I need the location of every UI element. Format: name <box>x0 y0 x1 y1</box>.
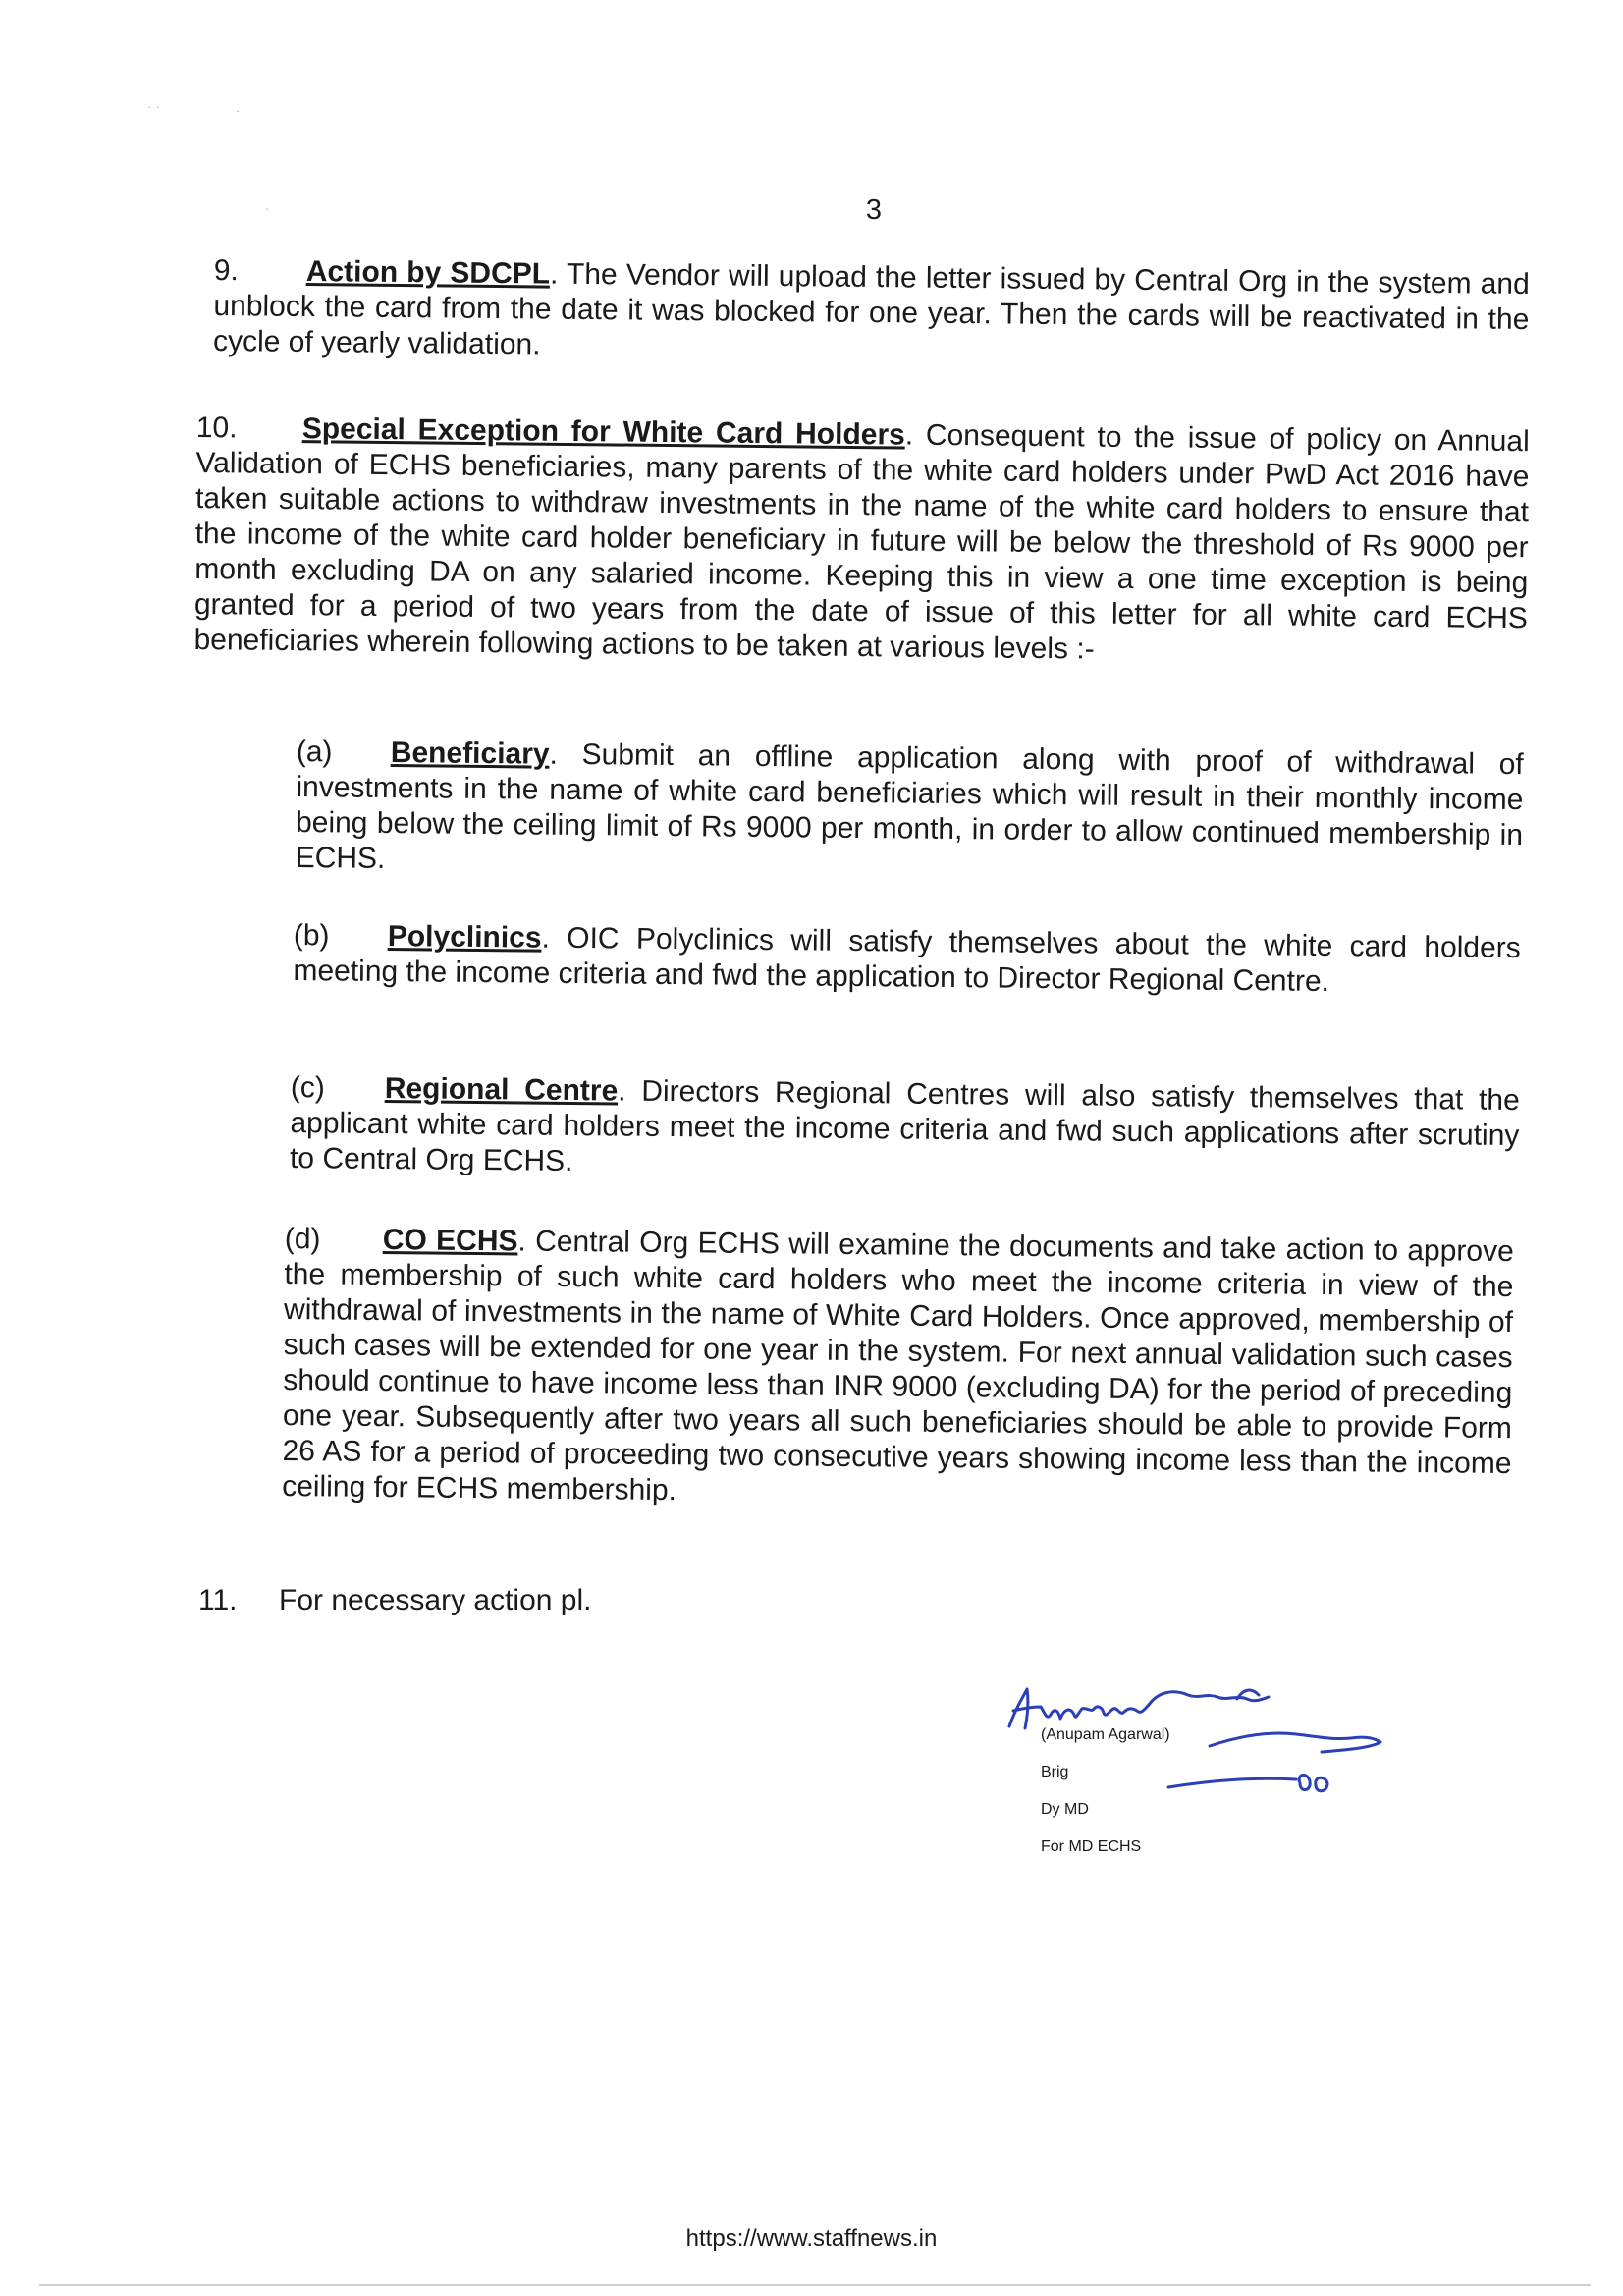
bottom-divider <box>39 2284 1591 2286</box>
paragraph-text: . OIC Polyclinics will satisfy themselves about the white card holders meeting the income criteria and fwd the application to Director Regional Centre. <box>293 921 1521 999</box>
paragraph-9 <box>213 253 1530 373</box>
subparagraph-c <box>290 1070 1520 1189</box>
paragraph-heading: Special Exception for White Card Holders <box>301 412 905 452</box>
paragraph-text: . The Vendor will upload the letter issued by Central Org in the system and unblock the card from the date it was blocked for one year. Then the cards will be reactivated in the cycle of yearly validation. <box>212 257 1530 361</box>
signature-block <box>1041 1726 1170 1876</box>
paragraph-10 <box>193 410 1530 672</box>
paragraph-heading: Action by SDCPL <box>305 254 551 291</box>
signatory-designation: Dy MD <box>1041 1801 1089 1818</box>
scan-speck: · <box>236 102 241 118</box>
paragraph-heading: Polyclinics <box>387 920 542 955</box>
paragraph-heading: CO ECHS <box>382 1224 518 1258</box>
paragraph-number: (a) <box>296 735 333 769</box>
paragraph-number: 10. <box>195 410 238 445</box>
paragraph-11 <box>198 1583 1180 1618</box>
paragraph-heading: Regional Centre <box>384 1072 619 1108</box>
paragraph-text: . Central Org ECHS will examine the documents and take action to approve the membership of such white card holders who meet the income criteria in view of the withdrawal of investments in the name of White Card Holders. Once approved, membership of such cases will be extended for one year in the system. For next annual validation such cases should continue to have income less than INR 9000 (excluding DA) for the period of preceding one year. Subsequently after two years all such beneficiaries should be able to provide Form 26 AS for a period of proceeding two consecutive years showing income less than the income ceiling for ECHS membership. <box>282 1225 1514 1507</box>
paragraph-number: (b) <box>293 918 330 953</box>
signatory-rank: Brig <box>1041 1764 1069 1780</box>
page-number: 3 <box>865 194 883 226</box>
paragraph-heading: Beneficiary <box>390 737 550 771</box>
paragraph-text: . Submit an offline application along with proof of withdrawal of investments in the name of white card beneficiaries which will result in their monthly income being below the ceiling limit of Rs 9000 per month, in order to allow continued membership in ECHS. <box>295 738 1524 875</box>
subparagraph-d <box>282 1222 1514 1517</box>
paragraph-text: . Directors Regional Centres will also satisfy themselves that the applicant white card holders meet the income criteria and fwd such applications after scrutiny to Central Org ECHS. <box>289 1074 1520 1178</box>
subparagraph-b <box>293 918 1521 1002</box>
signatory-on-behalf: For MD ECHS <box>1041 1838 1142 1855</box>
paragraph-number: 11. <box>198 1584 238 1616</box>
paragraph-number: (c) <box>290 1071 325 1105</box>
paragraph-text: For necessary action pl. <box>279 1584 592 1616</box>
subparagraph-a <box>295 735 1523 889</box>
signatory-name: (Anupam Agarwal) <box>1041 1726 1170 1743</box>
scan-speck: · <box>265 200 270 216</box>
paragraph-text: . Consequent to the issue of policy on Annual Validation of ECHS beneficiaries, many parents of the white card holders under PwD Act 2016 have taken suitable actions to withdraw investments in the name of the white card holders to ensure that the income of the white card holder beneficiary in future will be below the threshold of Rs 9000 per month excluding DA on any salaried income. Keeping this in view a one time exception is being granted for a period of two years from the date of issue of this letter for all white card ECHS beneficiaries wherein following actions to be taken at various levels :- <box>193 418 1530 666</box>
paragraph-number: (d) <box>284 1223 321 1256</box>
paragraph-number: 9. <box>213 253 240 288</box>
scan-speck: · · <box>147 98 161 114</box>
footer-url: https://www.staffnews.in <box>685 2225 938 2252</box>
